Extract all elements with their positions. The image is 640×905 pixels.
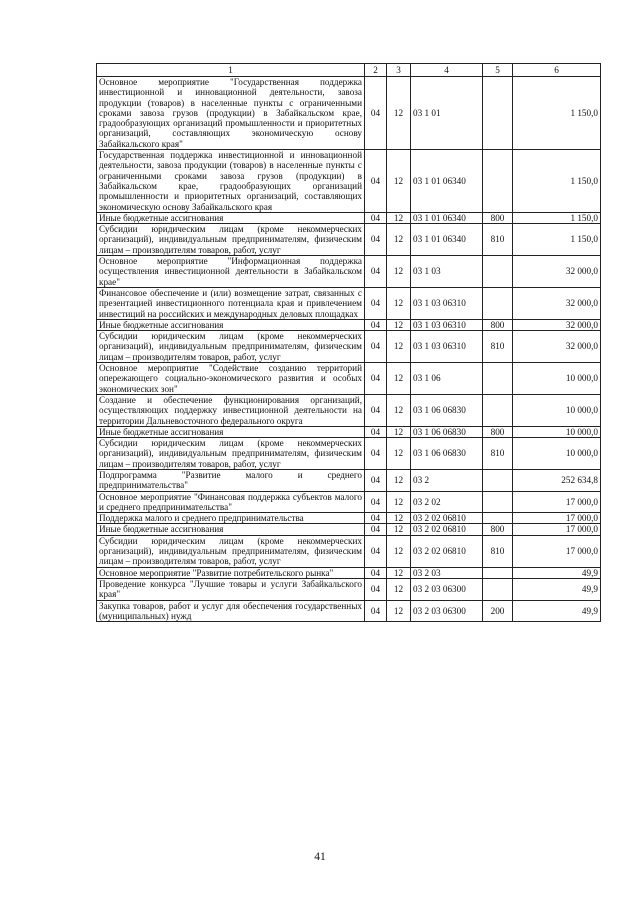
table-row [97,524,601,535]
row-section-cell: 04 [365,77,387,150]
row-target-article-cell: 03 2 02 06810 [411,513,483,524]
header-row [97,64,601,77]
row-section-cell: 04 [365,256,387,288]
header-cell-3: 3 [387,64,411,77]
table-row [97,426,601,437]
table-row [97,256,601,288]
row-target-article-cell: 03 1 01 [411,77,483,150]
row-name-cell: Иные бюджетные ассигнования [97,212,365,223]
budget-table [96,63,601,622]
row-expense-type-cell: 200 [483,600,513,622]
row-target-article-cell: 03 2 03 [411,567,483,578]
row-section-cell: 04 [365,567,387,578]
row-section-cell: 04 [365,363,387,395]
row-name-cell: Основное мероприятие "Финансовая поддержка субъектов малого и среднего предпринимательства" [97,491,365,513]
row-expense-type-cell [483,150,513,213]
header-cell-5: 5 [483,64,513,77]
row-subsection-cell: 12 [387,535,411,567]
row-subsection-cell: 12 [387,491,411,513]
row-expense-type-cell [483,469,513,491]
row-name-cell: Иные бюджетные ассигнования [97,319,365,330]
row-name-cell: Подпрограмма "Развитие малого и среднего предпринимательства" [97,469,365,491]
row-section-cell: 04 [365,319,387,330]
row-expense-type-cell: 800 [483,426,513,437]
row-subsection-cell: 12 [387,331,411,363]
row-target-article-cell: 03 2 02 [411,491,483,513]
header-cell-6: 6 [513,64,601,77]
table-row [97,287,601,319]
row-name-cell: Иные бюджетные ассигнования [97,524,365,535]
row-name-cell: Государственная поддержка инвестиционной и инновационной деятельности, завоза продукции (товаров) в населенные пункты с ограниченными сроками завоза грузов (продукции) в Забайкальском крае, градообразующих организаций промышленности и приоритетных организаций, составляющих экономическую основу Забайкальского края [97,150,365,213]
row-expense-type-cell [483,77,513,150]
row-expense-type-cell: 810 [483,224,513,256]
table-row [97,224,601,256]
row-target-article-cell: 03 1 03 [411,256,483,288]
row-target-article-cell: 03 2 02 06810 [411,524,483,535]
row-name-cell: Закупка товаров, работ и услуг для обеспечения государственных (муниципальных) нужд [97,600,365,622]
row-target-article-cell: 03 1 03 06310 [411,287,483,319]
row-expense-type-cell [483,491,513,513]
row-section-cell: 04 [365,491,387,513]
row-target-article-cell: 03 2 03 06300 [411,578,483,600]
row-subsection-cell: 12 [387,513,411,524]
row-subsection-cell: 12 [387,438,411,470]
table-row [97,469,601,491]
table-row [97,438,601,470]
page-number: 41 [314,851,326,863]
row-section-cell: 04 [365,426,387,437]
row-section-cell: 04 [365,535,387,567]
row-target-article-cell: 03 1 03 06310 [411,319,483,330]
row-name-cell: Субсидии юридическим лицам (кроме некоммерческих организаций), индивидуальным предпринимателям, физическим лицам – производителям товаров, работ, услуг [97,438,365,470]
row-section-cell: 04 [365,150,387,213]
row-subsection-cell: 12 [387,426,411,437]
row-section-cell: 04 [365,524,387,535]
row-amount-cell: 252 634,8 [513,469,601,491]
row-amount-cell: 49,9 [513,578,601,600]
row-subsection-cell: 12 [387,150,411,213]
row-amount-cell: 49,9 [513,600,601,622]
row-section-cell: 04 [365,331,387,363]
row-amount-cell: 1 150,0 [513,150,601,213]
header-cell-2: 2 [365,64,387,77]
row-amount-cell: 1 150,0 [513,77,601,150]
row-target-article-cell: 03 1 03 06310 [411,331,483,363]
row-amount-cell: 10 000,0 [513,426,601,437]
row-name-cell: Проведение конкурса "Лучшие товары и услуги Забайкальского края" [97,578,365,600]
row-target-article-cell: 03 1 06 06830 [411,426,483,437]
row-name-cell: Иные бюджетные ассигнования [97,426,365,437]
row-section-cell: 04 [365,287,387,319]
row-amount-cell: 32 000,0 [513,256,601,288]
row-target-article-cell: 03 1 06 06830 [411,438,483,470]
row-amount-cell: 10 000,0 [513,438,601,470]
row-amount-cell: 17 000,0 [513,524,601,535]
table-row [97,319,601,330]
row-subsection-cell: 12 [387,394,411,426]
row-amount-cell: 32 000,0 [513,287,601,319]
row-section-cell: 04 [365,394,387,426]
header-cell-4: 4 [411,64,483,77]
row-amount-cell: 17 000,0 [513,513,601,524]
row-expense-type-cell [483,287,513,319]
row-name-cell: Субсидии юридическим лицам (кроме некоммерческих организаций), индивидуальным предпринимателям, физическим лицам – производителям товаров, работ, услуг [97,535,365,567]
row-amount-cell: 49,9 [513,567,601,578]
row-subsection-cell: 12 [387,524,411,535]
row-subsection-cell: 12 [387,212,411,223]
table-row [97,77,601,150]
table-row [97,513,601,524]
row-subsection-cell: 12 [387,363,411,395]
table-row [97,150,601,213]
row-section-cell: 04 [365,600,387,622]
header-cell-1: 1 [97,64,365,77]
row-subsection-cell: 12 [387,469,411,491]
row-name-cell: Субсидии юридическим лицам (кроме некоммерческих организаций), индивидуальным предпринимателям, физическим лицам – производителям товаров, работ, услуг [97,224,365,256]
row-expense-type-cell: 810 [483,438,513,470]
row-expense-type-cell [483,578,513,600]
table-row [97,578,601,600]
row-section-cell: 04 [365,212,387,223]
row-name-cell: Основное мероприятие "Государственная поддержка инвестиционной и инновационной деятельности, завоза продукции (товаров) в населенные пункты с ограниченными сроками завоза грузов (продукции) в Забайкальском крае, градообразующих организаций промышленности и приоритетных организаций, составляющих экономическую основу Забайкальского края" [97,77,365,150]
row-target-article-cell: 03 1 01 06340 [411,212,483,223]
row-subsection-cell: 12 [387,287,411,319]
table-row [97,600,601,622]
row-subsection-cell: 12 [387,600,411,622]
row-target-article-cell: 03 1 01 06340 [411,224,483,256]
table-row [97,394,601,426]
row-subsection-cell: 12 [387,256,411,288]
row-subsection-cell: 12 [387,77,411,150]
row-target-article-cell: 03 2 03 06300 [411,600,483,622]
row-expense-type-cell: 800 [483,524,513,535]
row-subsection-cell: 12 [387,224,411,256]
row-amount-cell: 10 000,0 [513,394,601,426]
row-expense-type-cell [483,363,513,395]
row-section-cell: 04 [365,438,387,470]
row-name-cell: Основное мероприятие "Развитие потребительского рынка" [97,567,365,578]
row-amount-cell: 1 150,0 [513,224,601,256]
row-name-cell: Субсидии юридическим лицам (кроме некоммерческих организаций), индивидуальным предпринимателям, физическим лицам – производителям товаров, работ, услуг [97,331,365,363]
row-name-cell: Финансовое обеспечение и (или) возмещение затрат, связанных с презентацией инвестиционного потенциала края и привлечением инвестиций на российских и международных деловых площадках [97,287,365,319]
row-target-article-cell: 03 2 [411,469,483,491]
row-section-cell: 04 [365,469,387,491]
row-expense-type-cell: 800 [483,212,513,223]
table-row [97,535,601,567]
table-row [97,331,601,363]
row-amount-cell: 10 000,0 [513,363,601,395]
row-amount-cell: 17 000,0 [513,491,601,513]
table-row [97,491,601,513]
row-amount-cell: 17 000,0 [513,535,601,567]
row-name-cell: Создание и обеспечение функционирования организаций, осуществляющих поддержку инвестиционной деятельности на территории Дальневосточного федерального округа [97,394,365,426]
row-subsection-cell: 12 [387,567,411,578]
row-expense-type-cell: 810 [483,535,513,567]
row-section-cell: 04 [365,578,387,600]
row-expense-type-cell [483,256,513,288]
row-name-cell: Основное мероприятие "Содействие созданию территорий опережающего социально-экономического развития и особых экономических зон" [97,363,365,395]
row-target-article-cell: 03 2 02 06810 [411,535,483,567]
row-expense-type-cell [483,394,513,426]
row-name-cell: Поддержка малого и среднего предпринимательства [97,513,365,524]
row-target-article-cell: 03 1 01 06340 [411,150,483,213]
row-expense-type-cell: 810 [483,331,513,363]
row-section-cell: 04 [365,513,387,524]
row-expense-type-cell: 800 [483,319,513,330]
row-amount-cell: 1 150,0 [513,212,601,223]
table-row [97,363,601,395]
row-target-article-cell: 03 1 06 [411,363,483,395]
row-name-cell: Основное мероприятие "Информационная поддержка осуществления инвестиционной деятельности в Забайкальском крае" [97,256,365,288]
row-section-cell: 04 [365,224,387,256]
row-amount-cell: 32 000,0 [513,331,601,363]
row-subsection-cell: 12 [387,319,411,330]
row-expense-type-cell [483,567,513,578]
row-subsection-cell: 12 [387,578,411,600]
row-target-article-cell: 03 1 06 06830 [411,394,483,426]
row-amount-cell: 32 000,0 [513,319,601,330]
row-expense-type-cell [483,513,513,524]
table-row [97,567,601,578]
table-row [97,212,601,223]
